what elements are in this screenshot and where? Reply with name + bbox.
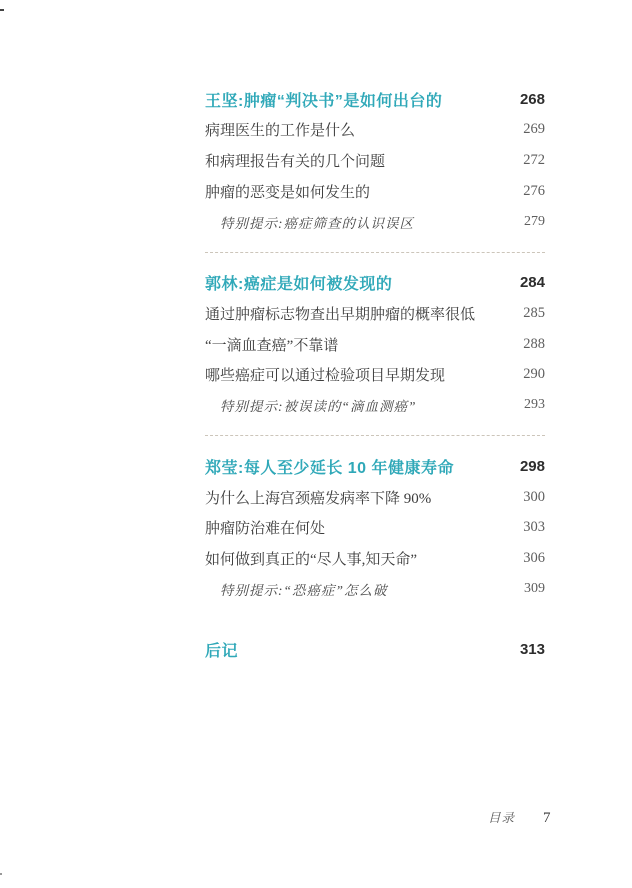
entry-title: 通过肿瘤标志物查出早期肿瘤的概率很低 <box>205 306 476 323</box>
toc-section-heading <box>205 451 545 482</box>
section-page-number: 268 <box>519 90 545 108</box>
section-page-number: 298 <box>519 457 545 475</box>
page-footer <box>488 808 551 827</box>
toc-entry <box>205 115 545 146</box>
footer-page-number: 7 <box>543 810 551 826</box>
entry-title: 特别提示:被误读的“滴血测癌” <box>220 399 417 415</box>
section-title: 郭林:癌症是如何被发现的 <box>205 276 393 294</box>
entry-page-number: 279 <box>524 213 545 229</box>
toc-entry-special-tip <box>205 390 545 421</box>
scan-artifact <box>0 9 4 11</box>
toc-entry <box>205 543 545 574</box>
entry-title: 和病理报告有关的几个问题 <box>205 153 386 170</box>
entry-page-number: 300 <box>523 488 545 505</box>
entry-title: 如何做到真正的“尽人事,知天命” <box>205 551 418 568</box>
toc-entry-special-tip <box>205 206 545 237</box>
entry-title: 为什么上海宫颈癌发病率下降 90% <box>205 490 432 507</box>
afterword-page-number: 313 <box>519 641 545 659</box>
toc-afterword <box>205 635 545 666</box>
toc-entry <box>205 145 545 176</box>
section-title: 郑莹:每人至少延长 10 年健康寿命 <box>205 459 455 477</box>
toc-entry <box>205 359 545 390</box>
entry-title: 哪些癌症可以通过检验项目早期发现 <box>205 368 446 385</box>
toc-entry <box>205 298 545 329</box>
entry-title: 特别提示:癌症筛查的认识误区 <box>220 215 414 231</box>
entry-page-number: 306 <box>523 549 545 566</box>
section-title: 王坚:肿瘤“判决书”是如何出台的 <box>205 92 443 110</box>
toc-entry <box>205 512 545 543</box>
entry-title: 特别提示:“恐癌症”怎么破 <box>220 582 388 598</box>
toc-entry-special-tip <box>205 574 545 605</box>
toc-entry <box>205 482 545 513</box>
entry-page-number: 309 <box>524 580 545 596</box>
dotted-divider <box>205 435 545 436</box>
toc-section-heading <box>205 84 545 115</box>
entry-title: 肿瘤防治难在何处 <box>205 521 326 538</box>
table-of-contents <box>205 84 545 665</box>
entry-page-number: 272 <box>523 151 545 168</box>
section-divider <box>205 421 545 452</box>
entry-title: 肿瘤的恶变是如何发生的 <box>205 184 371 201</box>
blank-row <box>205 604 545 635</box>
entry-page-number: 293 <box>524 397 545 413</box>
toc-entry <box>205 176 545 207</box>
entry-title: 病理医生的工作是什么 <box>205 123 356 140</box>
footer-chapter-label: 目录 <box>488 811 516 825</box>
entry-page-number: 303 <box>523 519 545 536</box>
section-divider <box>205 237 545 268</box>
scan-artifact <box>0 873 2 875</box>
dotted-divider <box>205 252 545 253</box>
toc-entry <box>205 329 545 360</box>
entry-page-number: 290 <box>523 366 545 383</box>
toc-section-heading <box>205 268 545 299</box>
entry-page-number: 269 <box>523 121 545 138</box>
entry-page-number: 285 <box>523 304 545 321</box>
entry-page-number: 276 <box>523 182 545 199</box>
entry-page-number: 288 <box>523 335 545 352</box>
afterword-title: 后记 <box>205 643 239 661</box>
entry-title: “一滴血查癌”不靠谱 <box>205 337 339 354</box>
section-page-number: 284 <box>519 274 545 292</box>
